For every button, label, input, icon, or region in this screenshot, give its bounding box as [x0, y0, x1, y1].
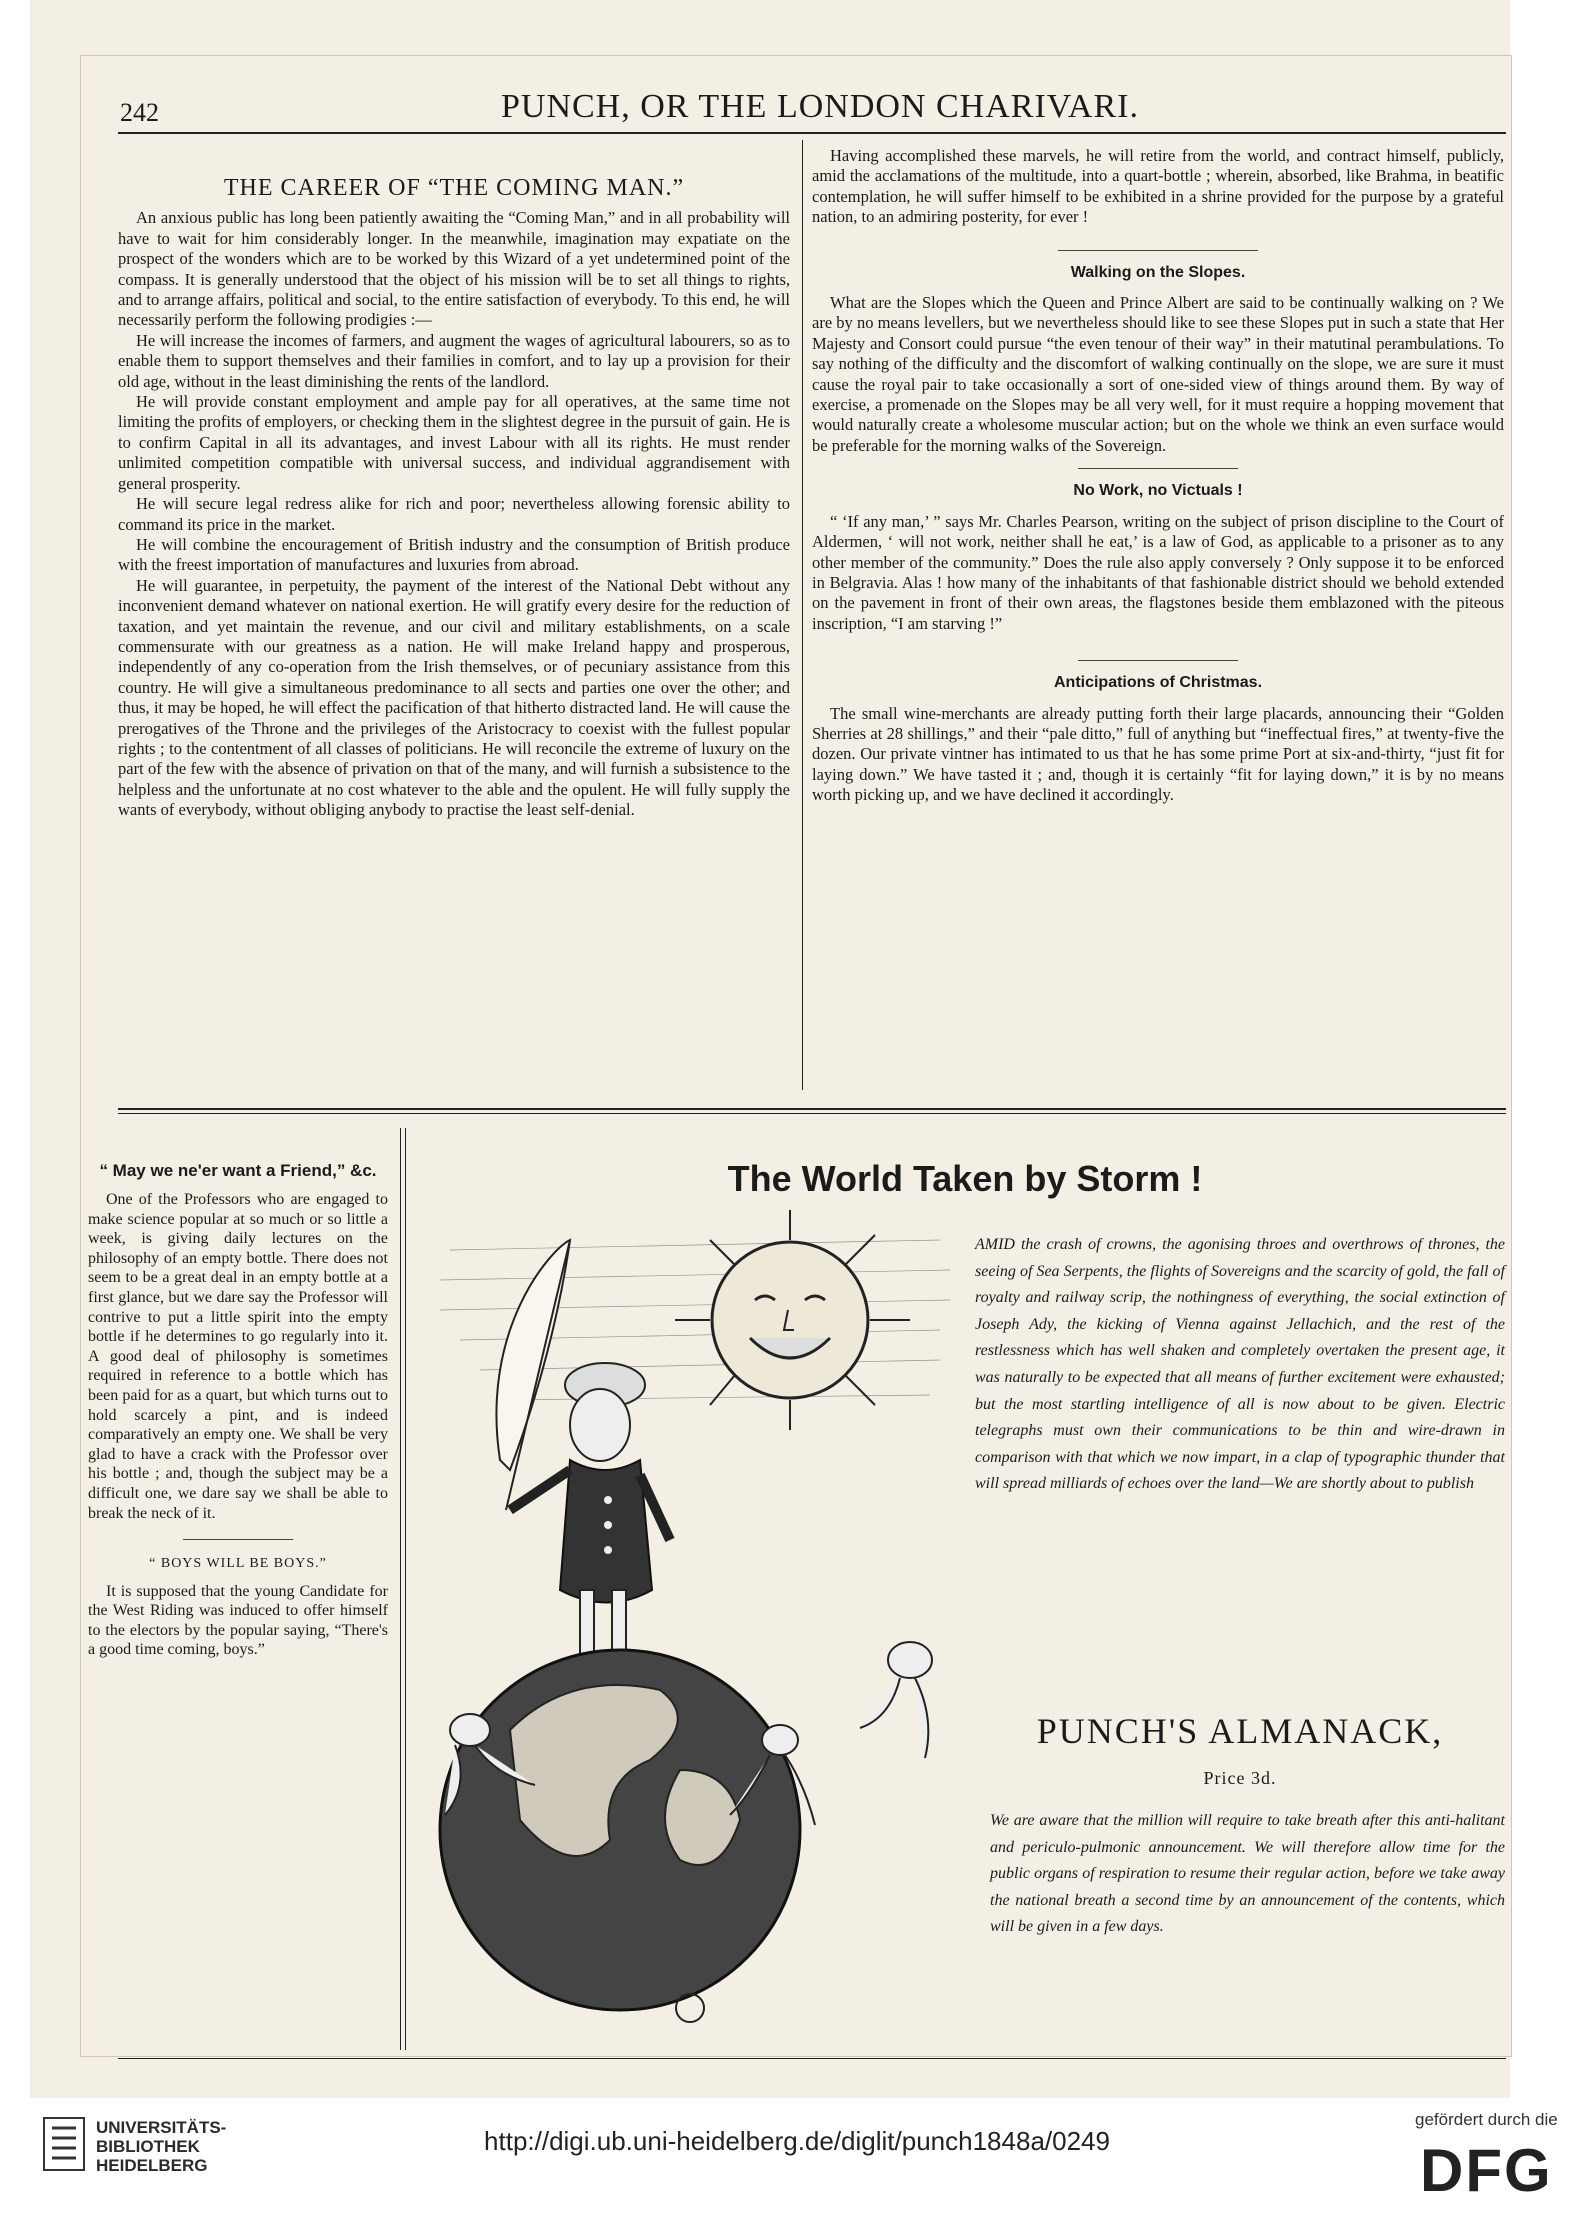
page-title: PUNCH, OR THE LONDON CHARIVARI. — [500, 88, 1139, 125]
victuals-text: “ ‘If any man,’ ” says Mr. Charles Pearson, writing on the subject of prison discipline to the Court of Aldermen, ‘ will not work, neither shall he eat,’ is a law of God, as applicable to a prisoner as to any other member of the community.” Does the rule also apply conversely ? Only suppose it to be enforced in Belgravia. Alas ! how many of the inhabitants of that fashionable district should we behold extended on the pavement in front of their own areas, the flagstones beside them emblazoned with the piteous inscription, “I am starving !” — [812, 511, 1504, 633]
source-url-link[interactable]: http://digi.ub.uni-heidelberg.de/diglit/punch1848a/0249 — [484, 2126, 1110, 2156]
storm-closing-text: We are aware that the million will require to take breath after this anti-halitant and periculo-pulmonic announcement. We will therefore allow time for the public organs of respiration to resume their regular action, before we take away the national breath a second time by an announcement of the contents, which will be given in a few days. — [990, 1812, 1505, 1936]
dfg-logo: DFG — [1420, 2137, 1553, 2204]
storm-text: AMID the crash of crowns, the agonising throes and overthrows of thrones, the seeing of Sea Serpents, the flights of Sovereigns and the scarcity of gold, the fall of royalty and railway scrip, the nothingness of everything, the social extinction of Joseph Ady, the kicking of Vienna against Jellachich, and the rest of the restlessness which has well shaken and completely overtaken the present age, it was naturally to be expected that all means of further excitement were exhausted; but the most startling intelligence of all is now about to be given. Electric telegraphs must own their communications to be thin and wire-drawn in comparison with that which we now impart, in a clap of typographic thunder that will spread milliards of echoes over the land—We are shortly about to publish — [975, 1236, 1505, 1493]
header-rule — [118, 132, 1506, 134]
career-paragraph: He will provide constant employment and ample pay for all operatives, at the same time not limiting the profits of employers, or checking them in the slightest degree in the pursuit of gain. He is to confirm Capital in all its advantages, and invest Labour with all its rights. He must render unlimited competition compatible with universal success, and individual aggrandisement with general prosperity. — [118, 392, 790, 493]
section-rule — [1078, 468, 1238, 469]
library-name-line: HEIDELBERG — [96, 2156, 208, 2175]
section-rule — [183, 1539, 293, 1540]
section-rule — [1078, 660, 1238, 661]
storm-title: The World Taken by Storm ! — [727, 1158, 1203, 1199]
career-paragraph: An anxious public has long been patiently awaiting the “Coming Man,” and in all probability will have to wait for him considerably longer. In the meanwhile, imagination may expatiate on the prospect of the wonders which are to be worked by this Wizard of a yet undetermined point of the compass. It is generally understood that the object of his mission will be to set all things to rights, and to arrange affairs, political and social, to the entire satisfaction of everybody. To this end, he will necessarily perform the following prodigies :— — [118, 208, 790, 330]
library-name-line: BIBLIOTHEK — [96, 2137, 200, 2156]
almanack-price: Price 3d. — [1203, 1768, 1277, 1788]
almanack-title: PUNCH'S ALMANACK, — [1036, 1711, 1444, 1751]
library-name-line: UNIVERSITÄTS- — [96, 2118, 227, 2137]
left-column-bottom — [88, 1160, 388, 1660]
career-article — [118, 172, 790, 821]
boys-title: “ BOYS WILL BE BOYS.” — [149, 1556, 327, 1572]
funded-by-label: gefördert durch die — [1415, 2110, 1558, 2129]
career-paragraph: He will increase the incomes of farmers, and augment the wages of agricultural labourers, so as to enable them to support themselves and their families in comfort, and to lay up a provision for their old age, without in the least diminishing the rents of the landlord. — [118, 330, 790, 391]
career-paragraph: He will guarantee, in perpetuity, the payment of the interest of the National Debt without any inconvenient demand whatever on national exertion. He will gratify every desire for the reduction of taxation, and yet maintain the revenue, and our civil and military establishments, on a scale commensurate with our greatness as a nation. He will make Ireland happy and prosperous, independently of any co-operation from the Irish themselves, or of pecuniary assistance from this country. He will give a simultaneous predominance to all sects and parties one over the other; and thus, it may be hoped, he will effect the pacification of that hitherto distracted land. He will cause the prerogatives of the Throne and the privileges of the Aristocracy to coexist with the fullest popular rights ; to the contentment of all classes of politicians. He will reconcile the extreme of luxury on the part of the few with the absence of privation on that of the many, and will furnish a subsistence to the helpless and the unfortunate at no cost whatever to the able and the opulent. He will fully supply the wants of everybody, without obliging anybody to practise the least self-denial. — [118, 575, 790, 820]
friend-title: “ May we ne'er want a Friend,” &c. — [99, 1161, 377, 1180]
victuals-title: No Work, no Victuals ! — [1073, 482, 1243, 500]
career-paragraph: He will combine the encouragement of British industry and the consumption of British produce with the freest importation of manufactures and luxuries from abroad. — [118, 534, 790, 575]
column-divider — [400, 1128, 401, 2050]
right-column-top — [812, 146, 1504, 806]
career-continuation: Having accomplished these marvels, he will retire from the world, and contract himself, publicly, amid the acclamations of the multitude, into a quart-bottle ; wherein, absorbed, like Brahma, in beatific contemplation, he will suffer himself to be exhibited in a shrine provided for the purpose by a grateful nation, to an admiring posterity, for ever ! — [812, 146, 1504, 227]
section-divider-double — [118, 1113, 1506, 1114]
column-divider — [405, 1128, 406, 2050]
christmas-title: Anticipations of Christmas. — [1053, 674, 1263, 692]
boys-text: It is supposed that the young Candidate for the West Riding was induced to offer himself to the electors by the popular saying, “There's a good time coming, boys.” — [88, 1582, 388, 1659]
cartoon-illustration — [420, 1210, 960, 2040]
career-title: THE CAREER OF “THE COMING MAN.” — [223, 175, 685, 201]
footer-bar — [0, 2098, 1594, 2225]
friend-text: One of the Professors who are engaged to make science popular at so much or so little a week, is giving daily lectures on the philosophy of an empty bottle. There does not seem to be a great deal in an empty bottle at a first glance, but we dare say the Professor will contrive to put a little spirit into the empty bottle if he determines to go regularly into it. A good deal of philosophy is sometimes required in reference to a bottle which has been paid for as a quart, but which turns out to hold scarcely a pint, and is indeed comparatively an empty one. We shall be very glad to have a crack with the Professor over his bottle ; and, though the subject may be a difficult one, we dare say we shall be able to break the neck of it. — [88, 1191, 388, 1522]
section-divider-double — [118, 1108, 1506, 1110]
slopes-text: What are the Slopes which the Queen and Prince Albert are said to be continually walking on ? We are by no means levellers, but we nevertheless should like to see these Slopes put in such a state that Her Majesty and Consort could pursue “the even tenour of their way” in their matutinal perambulations. To say nothing of the difficulty and the discomfort of walking continually on the slope, we are sure it must cause the royal pair to take occasionally a sort of one-sided view of things around them. By way of exercise, a promenade on the Slopes may be all very well, for it must require a hopping movement that would naturally create a wholesome muscular action; but on the whole we think an even surface would be preferable for the morning walks of the Sovereign. — [812, 293, 1504, 455]
christmas-text: The small wine-merchants are already putting forth their large placards, announcing their “Golden Sherries at 28 shillings,” and their “pale ditto,” full of anything but “ineffectual fires,” at twenty-five the dozen. Our private vintner has intimated to us that he has some prime Port at six-and-thirty, “just fit for laying down.” We have tasted it ; and, though it is certainly “fit for laying down,” it is by no means worth picking up, and we have declined it accordingly. — [812, 703, 1504, 805]
column-divider — [802, 140, 803, 1090]
section-rule — [1058, 250, 1258, 251]
bottom-rule — [118, 2058, 1506, 2059]
slopes-title: Walking on the Slopes. — [1070, 263, 1246, 281]
career-paragraph: He will secure legal redress alike for rich and poor; nevertheless allowing forensic ability to command its price in the market. — [118, 494, 790, 534]
page-number: 242 — [120, 98, 159, 127]
